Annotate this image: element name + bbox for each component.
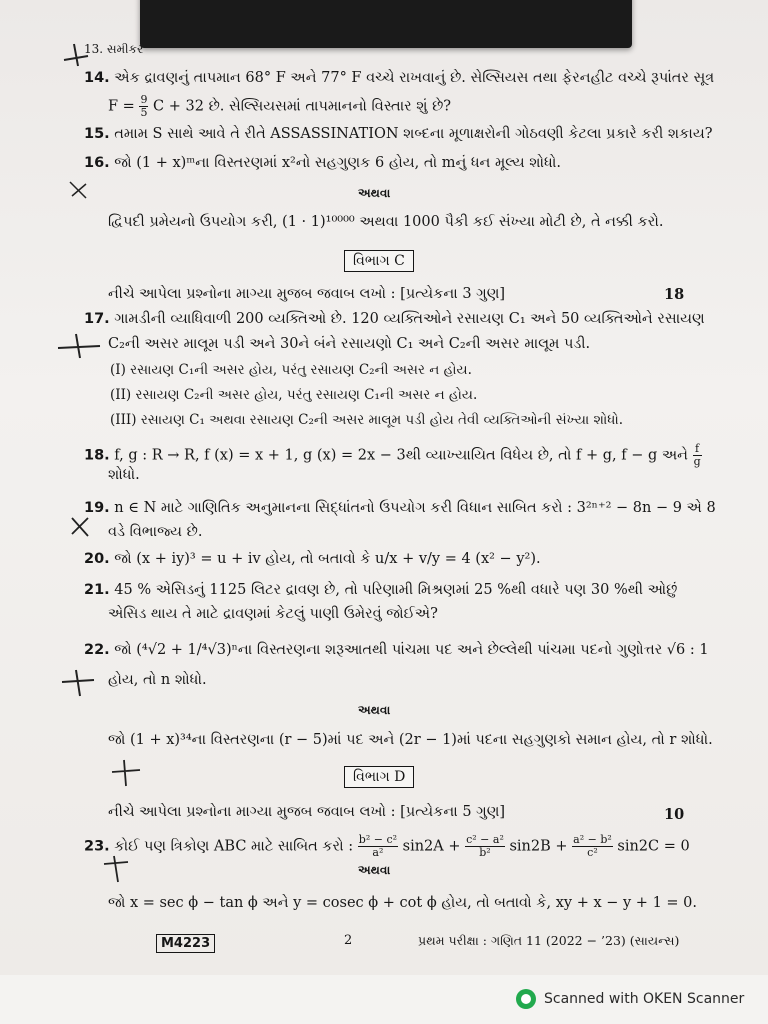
q15-number: 15. [84, 126, 110, 142]
q17-line1: ગામડીની વ્યાધિવાળી 200 વ્યક્તિઓ છે. 120 વ્યક્તિઓને રસાયણ C₁ અને 50 વ્યક્તિઓને રસાયણ [114, 311, 705, 327]
question-19 [84, 500, 716, 516]
q14-line2 [108, 94, 451, 119]
q23-f3-num: a² − b² [573, 833, 612, 846]
q18-frac-num: f [693, 443, 702, 456]
q23-term-1: sin2A + [402, 838, 461, 855]
q14-frac-den: 5 [140, 106, 148, 119]
q14-frac-num: 9 [140, 93, 148, 106]
q14-formula-end: C + 32 છે. સેલ્સિયસમાં તાપમાનનો વિસ્તાર શું છે? [153, 98, 452, 115]
q15-text: તમામ S સાથે આવે તે રીતે ASSASSINATION શબ્દના મૂળાક્ષરોની ગોઠવણી કેટલા પ્રકારે કરી શકાય? [114, 126, 713, 142]
section-c-heading: વિભાગ C [344, 250, 414, 272]
q23-fraction-2 [465, 834, 505, 859]
q18-frac-den: g [693, 455, 701, 468]
q23-fraction-3 [572, 834, 613, 859]
q17-line2: C₂ની અસર માલૂમ પડી અને 30ને બંને રસાયણો C₁ અને C₂ની અસર માલૂમ પડી. [108, 336, 591, 352]
q16-text: જો (1 + x)ᵐના વિસ્તરણમાં x²નો સહગુણક 6 હોય, તો mનું ધન મૂલ્ય શોધો. [114, 155, 561, 171]
q16-alternative: દ્વિપદી પ્રમેયનો ઉપયોગ કરી, (1 · 1)¹⁰⁰⁰⁰ અથવા 1000 પૈકી કઈ સંખ્યા મોટી છે, તે નક્કી કરો. [108, 214, 664, 230]
q18-fraction [693, 443, 702, 468]
q23-f1-num: b² − c² [358, 833, 398, 846]
q19-line1: n ∈ N માટે ગાણિતિક અનુમાનના સિદ્ધાંતનો ઉપયોગ કરી વિધાન સાબિત કરો : 3²ⁿ⁺² − 8n − 9 એ 8 [114, 500, 716, 516]
question-18 [84, 443, 702, 468]
q23-fraction-1 [358, 834, 398, 859]
q21-number: 21. [84, 582, 110, 598]
q21-line2: એસિડ થાય તે માટે દ્રાવણમાં કેટલું પાણી ઉમેરવું જોઈએ? [108, 606, 438, 622]
q19-number: 19. [84, 500, 110, 516]
q23-alternative: જો x = sec ϕ − tan ϕ અને y = cosec ϕ + cot ϕ હોય, તો બતાવો કે, xy + x − y + 1 = 0. [108, 895, 697, 911]
q23-term-2: sin2B + [509, 838, 568, 855]
exam-title: પ્રથમ પરીક્ષા : ગણિત 11 (2022 − ’23) (સાયન્સ) [418, 933, 680, 948]
paper-code-box: M4223 [156, 934, 215, 953]
paper-code [156, 932, 215, 951]
q14-line1: એક દ્રાવણનું તાપમાન 68° F અને 77° F વચ્ચે રાખવાનું છે. સેલ્સિયસ તથા ફેરનહીટ વચ્ચે રૂપાંતર સૂત્ર [114, 70, 715, 86]
question-20 [84, 551, 541, 567]
question-23 [84, 834, 690, 859]
q18-line2: શોધો. [108, 467, 140, 483]
q22-number: 22. [84, 642, 110, 658]
q16-number: 16. [84, 155, 110, 171]
oken-logo-icon [516, 989, 536, 1009]
section-c-instructions: નીચે આપેલા પ્રશ્નોના માગ્યા મુજબ જવાબ લખો : [પ્રત્યેકના 3 ગુણ] [108, 286, 506, 302]
question-14 [84, 70, 714, 86]
q23-f2-den: b² [479, 846, 491, 859]
handwritten-mark-6 [106, 756, 146, 790]
section-d-instructions: નીચે આપેલા પ્રશ્નોના માગ્યા મુજબ જવાબ લખો : [પ્રત્યેકના 5 ગુણ] [108, 804, 506, 820]
or-label-3: અથવા [358, 863, 391, 877]
q22-alternative: જો (1 + x)³⁴ના વિસ્તરણના (r − 5)માં પદ અને (2r − 1)માં પદના સહગુણકો સમાન હોય, તો r શોધો. [108, 732, 713, 748]
q17-part-1: (I) રસાયણ C₁ની અસર હોય, પરંતુ રસાયણ C₂ની અસર ન હોય. [110, 362, 472, 378]
question-15 [84, 126, 712, 142]
header-partial-text: 13. સમીકર [84, 42, 144, 56]
q17-part-3: (III) રસાયણ C₁ અથવા રસાયણ C₂ની અસર માલૂમ પડી હોય તેવી વ્યક્તિઓની સંખ્યા શોધો. [110, 412, 624, 428]
handwritten-mark-3 [54, 330, 104, 360]
q21-line1: 45 % એસિડનું 1125 લિટર દ્રાવણ છે, તો પરિણામી મિશ્રણમાં 25 %થી વધારે પણ 30 %થી ઓછું [114, 582, 678, 598]
q23-f1-den: a² [372, 846, 384, 859]
scanner-text: Scanned with OKEN Scanner [544, 991, 745, 1007]
q19-line2: વડે વિભાજ્ય છે. [108, 524, 203, 540]
question-21 [84, 582, 677, 598]
question-17 [84, 311, 705, 327]
handwritten-mark-1 [58, 38, 98, 68]
q14-fraction [139, 94, 148, 119]
q20-text: જો (x + iy)³ = u + iv હોય, તો બતાવો કે u/x + v/y = 4 (x² − y²). [114, 551, 541, 567]
q23-number: 23. [84, 838, 110, 855]
scanner-watermark [516, 989, 744, 1009]
q20-number: 20. [84, 551, 110, 567]
q18-line1: f, g : R → R, f (x) = x + 1, g (x) = 2x − 3થી વ્યાખ્યાયિત વિધેય છે, તો f + g, f − g અને [114, 447, 688, 464]
q17-number: 17. [84, 311, 110, 327]
or-label-2: અથવા [358, 703, 391, 717]
q23-f3-den: c² [587, 846, 598, 859]
handwritten-mark-2 [64, 176, 94, 206]
section-d-heading: વિભાગ D [344, 766, 414, 788]
q23-prefix: કોઈ પણ ત્રિકોણ ABC માટે સાબિત કરો : [114, 838, 354, 855]
section-c-marks: 18 [664, 286, 685, 303]
handwritten-mark-4 [66, 512, 96, 542]
handwritten-mark-5 [58, 666, 98, 700]
question-16 [84, 155, 561, 171]
q23-term-3: sin2C = 0 [617, 838, 690, 855]
q22-line1: જો (⁴√2 + 1/⁴√3)ⁿના વિસ્તરણના શરૂઆતથી પાંચમા પદ અને છેલ્લેથી પાંચમા પદનો ગુણોત્તર √6 : 1 [114, 642, 709, 658]
or-label-1: અથવા [358, 186, 391, 200]
section-d-marks: 10 [664, 806, 685, 823]
page-number: 2 [344, 933, 353, 948]
q17-part-2: (II) રસાયણ C₂ની અસર હોય, પરંતુ રસાયણ C₁ની અસર ન હોય. [110, 387, 478, 403]
dark-object-over-page [140, 0, 632, 48]
handwritten-mark-7 [96, 852, 136, 886]
q22-line2: હોય, તો n શોધો. [108, 672, 207, 688]
q14-number: 14. [84, 70, 110, 86]
question-22 [84, 642, 709, 658]
q18-number: 18. [84, 447, 110, 464]
q14-formula-start: F = [108, 98, 135, 115]
q23-f2-num: c² − a² [466, 833, 504, 846]
